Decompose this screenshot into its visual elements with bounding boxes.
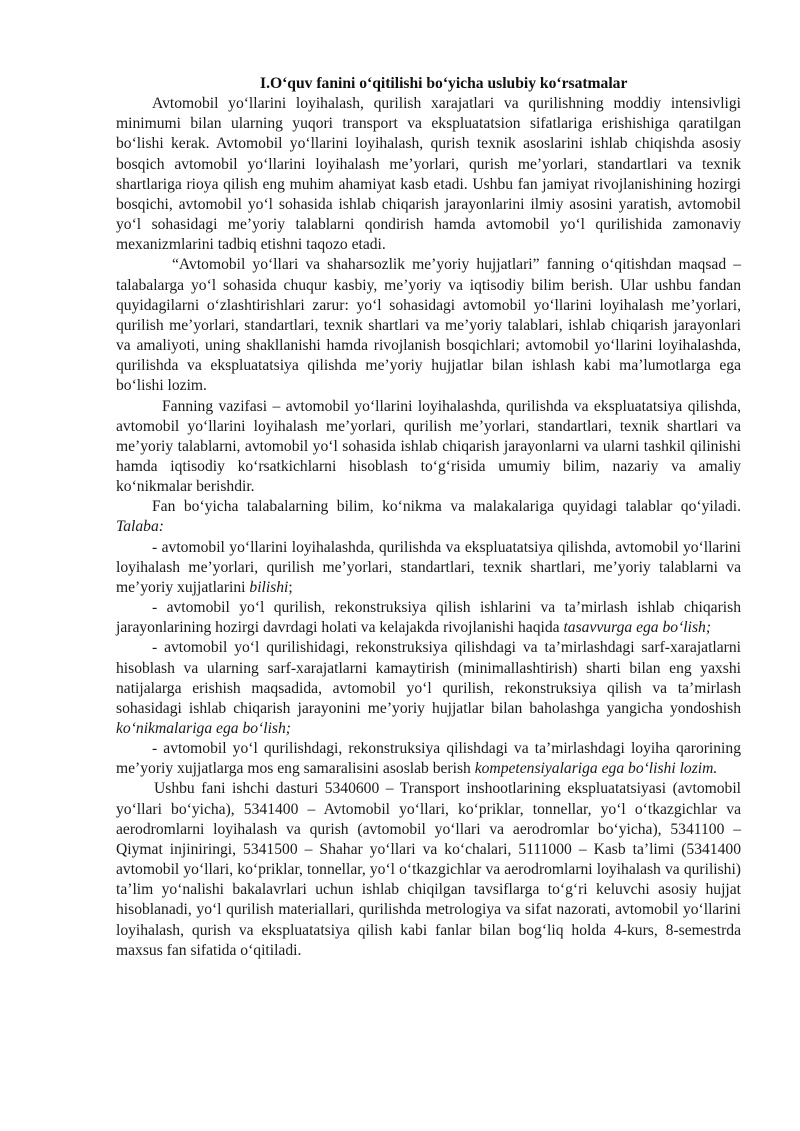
paragraph-course-goal: “Avtomobil yo‘llari va shaharsozlik me’yoriy hujjatlari” fanning o‘qitishdan maqsad – talabalarga yo‘l sohasida chuqur kasbiy, me’yoriy va iqtisodiy bilim berish. Ular ushbu fandan quyidagilarni o‘zlashtirishlari zarur: yo‘l sohasidagi avtomobil yo‘llarini loyihalash me’yorlari, qurilish me’yorlari, standartlari, texnik shartlari va me’yoriy talablari, ishlab chiqarish jarayonlari va amaliyoti, uning shakllanishi hamda rivojlanish bosqichlari; avtomobil yo‘llarini loyihalashda, qurilishda va ekspluatatsiya qilishda me’yoriy hujjatlar bilan ishlash kabi ma’lumotlarga ega bo‘lishi lozim. bbox=[116, 256, 741, 395]
paragraph-curriculum: Ushbu fani ishchi dasturi 5340600 – Transport inshootlarining ekspluatatsiyasi (avtomobil yo‘llari bo‘yicha), 5341400 – Avtomobil yo‘llari, ko‘priklar, tonnellar, yo‘l o‘tkazgichlar va aerodromlarni loyihalash va qurish (avtomobil yo‘llari va aerodromlar bo‘yicha), 5341100 – Qiymat injiniringi, 5341500 – Shahar yo‘llari va ko‘chalari, 5111000 – Kasb ta’limi (5341400 avtomobil yo‘llari, ko‘priklar, tonnellar, yo‘l o‘tkazgichlar va aerodromlarni loyihalash va qurilishi) ta’lim yo‘nalishi bakalavrlari uchun ishlab chiqilgan tavsiflarga to‘g‘ri keluvchi asosiy hujjat hisoblanadi, yo‘l qurilish materiallari, qurilishda metrologiya va sifat nazorati, avtomobil yo‘llarini loyihalash, qurish va ekspluatatsiya qilish kabi fanlar bilan bog‘liq holda 4-kurs, 8-semestrda maxsus fan sifatida o‘qitiladi. bbox=[116, 780, 741, 959]
list-item: - avtomobil yo‘llarini loyihalashda, qurilishda va ekspluatatsiya qilishda, avtomobil yo‘llarini loyihalash me’yorlari, qurilish me’yorlari, standartlari, texnik shartlari, me’yoriy talablarni va me’yoriy xujjatlarini bilishi; bbox=[116, 538, 741, 596]
paragraph-requirements bbox=[116, 497, 741, 537]
requirements-text: Fan bo‘yicha talabalarning bilim, ko‘nikma va malakalariga quyidagi talablar qo‘yiladi. bbox=[152, 498, 741, 516]
section-title: I.O‘quv fanini o‘qitilishi bo‘yicha uslubiy ko‘rsatmalar bbox=[260, 75, 628, 92]
requirements-student-label: Talaba: bbox=[116, 518, 164, 536]
paragraph-course-task: Fanning vazifasi – avtomobil yo‘llarini loyihalashda, qurilishda va ekspluatatsiya qilishda, avtomobil yo‘llarini loyihalash me’yorlari, qurilish me’yorlari, standartlari, texnik shartlari va me’yoriy talablarni, avtomobil yo‘l sohasida ishlab chiqarish jarayonlarni va ularni tashkil qilinishi hamda iqtisodiy ko‘rsatkichlarni hisoblash to‘g‘risida umumiy bilim, nazariy va amaliy ko‘nikmalar berishdir. bbox=[116, 397, 741, 496]
list-item: - avtomobil yo‘l qurilishidagi, rekonstruksiya qilishdagi va ta’mirlashdagi sarf-xarajatlarni hisoblash va ularning sarf-xarajatlarni kamaytirish (minimallashtirish) sharti bilan eng yaxshi natijalarga erishish maqsadida, avtomobil yo‘l qurilish, rekonstruksiya qilish va ta’mirlash sohasidagi ishlab chiqarish jarayonini me’yoriy hujjatlar bilan baholashga yangicha yondoshish ko‘nikmalariga ega bo‘lish; bbox=[116, 639, 741, 737]
document-page bbox=[116, 74, 741, 961]
paragraph-intro: Avtomobil yo‘llarini loyihalash, qurilish xarajatlari va qurilishning moddiy intensivligi minimumi bilan ularning yuqori transport va ekspluatatsion sifatlariga erishishiga qaratilgan bo‘lishi kerak. Avtomobil yo‘llarini loyihalash, qurish texnik asoslarini ishlab chiqishda asosiy bosqich avtomobil yo‘llarini loyihalash me’yorlari, qurish me’yorlari, standartlari va texnik shartlariga rioya qilish eng muhim ahamiyat kasb etadi. Ushbu fan jamiyat rivojlanishining hozirgi bosqichi, avtomobil yo‘l sohasida ishlab chiqarish jarayonlarini ilmiy asosini yaratish, avtomobil yo‘l sohasidagi me’yoriy talablarni qondirish hamda avtomobil yo‘l qurilishida zamonaviy mexanizmlarini tadbiq etishni taqozo etadi. bbox=[116, 95, 741, 254]
list-item: - avtomobil yo‘l qurilishdagi, rekonstruksiya qilishdagi va ta’mirlashdagi loyiha qarorining me’yoriy xujjatlarga mos eng samaralisini asoslab berish kompetensiyalariga ega bo‘lishi lozim. bbox=[116, 740, 741, 778]
list-item: - avtomobil yo‘l qurilish, rekonstruksiya qilish ishlarini va ta’mirlash ishlab chiqarish jarayonlarining hozirgi davrdagi holati va kelajakda rivojlanishi haqida tasavvurga ega bo‘lish; bbox=[116, 599, 741, 637]
